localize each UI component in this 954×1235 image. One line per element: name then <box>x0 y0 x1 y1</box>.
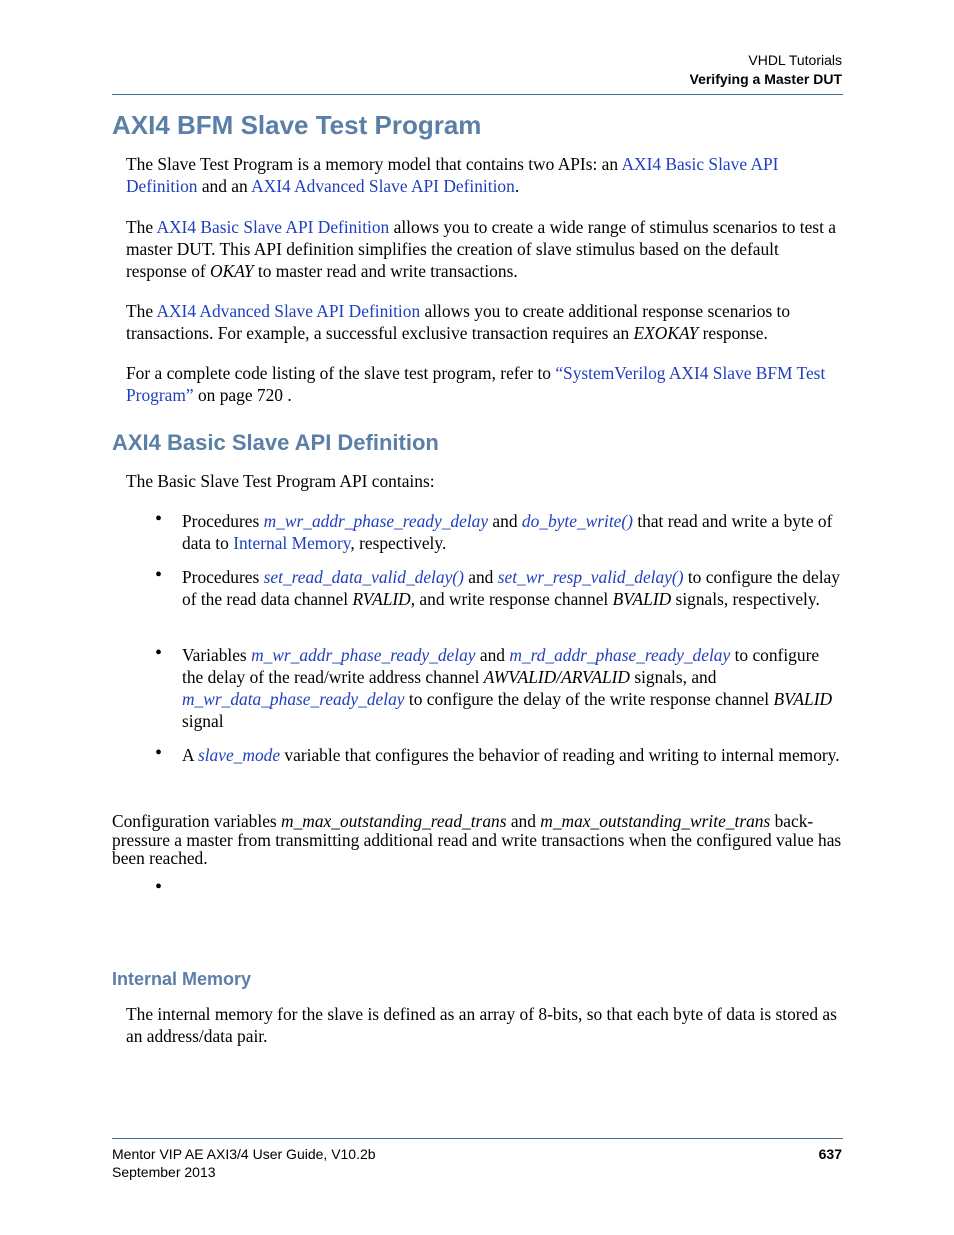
footer-left <box>112 1145 376 1181</box>
internal-memory-text: The internal memory for the slave is defined as an array of 8-bits, so that each byte of data is stored as an address/data pair. <box>126 1004 837 1046</box>
header-section: VHDL Tutorials <box>748 52 842 68</box>
link-set-read-data-valid-delay[interactable]: set_read_data_valid_delay() <box>263 567 464 587</box>
page-number: 637 <box>818 1146 842 1162</box>
text: and an <box>197 176 252 196</box>
text: and <box>506 811 541 831</box>
exokay-term: EXOKAY <box>633 323 699 343</box>
text: signals, and <box>629 667 717 687</box>
header-rule <box>112 94 843 95</box>
okay-term: OKAY <box>210 261 254 281</box>
rvalid-term: RVALID <box>352 589 411 609</box>
text: to configure the delay of the read data channel <box>182 567 840 609</box>
text: For a complete code listing of the slave test program, refer to <box>126 363 556 383</box>
configuration-paragraph <box>112 812 844 868</box>
text: and <box>475 645 510 665</box>
link-set-wr-resp-valid-delay[interactable]: set_wr_resp_valid_delay() <box>497 567 684 587</box>
text: signal <box>182 711 224 731</box>
bullet-marker: • <box>155 742 163 764</box>
bullet-item-2 <box>182 566 844 610</box>
text: The Slave Test Program is a memory model that contains two APIs: an <box>126 154 622 174</box>
link-m-rd-addr-phase-ready-delay[interactable]: m_rd_addr_phase_ready_delay <box>509 645 731 665</box>
text: signals, respectively. <box>671 589 820 609</box>
link-slave-mode[interactable]: slave_mode <box>197 745 281 765</box>
text: variable that configures the behavior of reading and writing to internal memory. <box>280 745 840 765</box>
text: Procedures <box>182 511 264 531</box>
text: back-pressure a master from transmitting additional read and write transactions when the configured value has been reached. <box>112 811 842 868</box>
bullet-marker: • <box>155 564 163 586</box>
text: that read and write a byte of data to <box>182 511 833 553</box>
text: A <box>182 745 198 765</box>
text: and <box>488 511 522 531</box>
bullet-marker: • <box>155 642 163 664</box>
empty-bullet-marker: • <box>155 876 163 898</box>
section-heading-basic-slave-api: AXI4 Basic Slave API Definition <box>112 430 439 455</box>
intro-paragraph-3 <box>126 300 844 344</box>
text: . <box>514 176 520 196</box>
page-title: AXI4 BFM Slave Test Program <box>112 110 482 140</box>
text: allows you to create a wide range of stimulus scenarios to test a master DUT. This API definition simplifies the creation of slave stimulus based on the default response of <box>126 217 836 281</box>
link-m-wr-addr-phase-ready-delay[interactable]: m_wr_addr_phase_ready_delay <box>251 645 476 665</box>
text: , respectively. <box>350 533 447 553</box>
text: to master read and write transactions. <box>253 261 518 281</box>
bullet-item-4 <box>182 744 844 766</box>
basic-lead-text: The Basic Slave Test Program API contains: <box>126 471 435 491</box>
link-advanced-slave-api[interactable]: AXI4 Advanced Slave API Definition <box>251 176 515 196</box>
text: response. <box>698 323 768 343</box>
max-outstanding-write-term: m_max_outstanding_write_trans <box>540 811 771 831</box>
text: The <box>126 301 157 321</box>
text: allows you to create additional response scenarios to transactions. For example, a successful exclusive transaction requires an <box>126 301 791 343</box>
bullet-marker: • <box>155 508 163 530</box>
text: , and write response channel <box>410 589 613 609</box>
intro-paragraph-4 <box>126 362 844 406</box>
awvalid-arvalid-term: AWVALID/ARVALID <box>483 667 630 687</box>
text: Configuration variables <box>112 811 282 831</box>
text: Procedures <box>182 567 264 587</box>
footer-rule <box>112 1138 843 1139</box>
link-systemverilog-test-program[interactable]: “SystemVerilog AXI4 Slave BFM Test Program” <box>126 363 826 405</box>
running-header <box>690 51 843 89</box>
text: to configure the delay of the write response channel <box>404 689 774 709</box>
text: and <box>463 567 498 587</box>
link-m-wr-addr-phase-ready-delay[interactable]: m_wr_addr_phase_ready_delay <box>263 511 489 531</box>
header-chapter: Verifying a Master DUT <box>689 71 842 87</box>
link-basic-slave-api[interactable]: AXI4 Basic Slave API Definition <box>156 217 390 237</box>
text: Variables <box>182 645 252 665</box>
section-heading-internal-memory: Internal Memory <box>112 969 252 989</box>
link-m-wr-data-phase-ready-delay[interactable]: m_wr_data_phase_ready_delay <box>182 689 405 709</box>
max-outstanding-read-term: m_max_outstanding_read_trans <box>281 811 507 831</box>
bvalid-term: BVALID <box>612 589 672 609</box>
link-advanced-slave-api[interactable]: AXI4 Advanced Slave API Definition <box>156 301 421 321</box>
footer-guide-title: Mentor VIP AE AXI3/4 User Guide, V10.2b <box>112 1146 376 1162</box>
intro-paragraph-1 <box>126 153 844 197</box>
bullet-item-3 <box>182 644 844 732</box>
intro-paragraph-2 <box>126 216 844 282</box>
bvalid-term: BVALID <box>773 689 833 709</box>
text: on page 720 . <box>193 385 292 405</box>
link-internal-memory[interactable]: Internal Memory <box>233 533 351 553</box>
footer-date: September 2013 <box>112 1164 216 1180</box>
link-do-byte-write[interactable]: do_byte_write() <box>521 511 633 531</box>
text: to configure the delay of the read/write address channel <box>182 645 820 687</box>
bullet-item-1 <box>182 510 844 554</box>
link-basic-slave-api[interactable]: AXI4 Basic Slave API Definition <box>126 154 779 196</box>
text: The <box>126 217 157 237</box>
